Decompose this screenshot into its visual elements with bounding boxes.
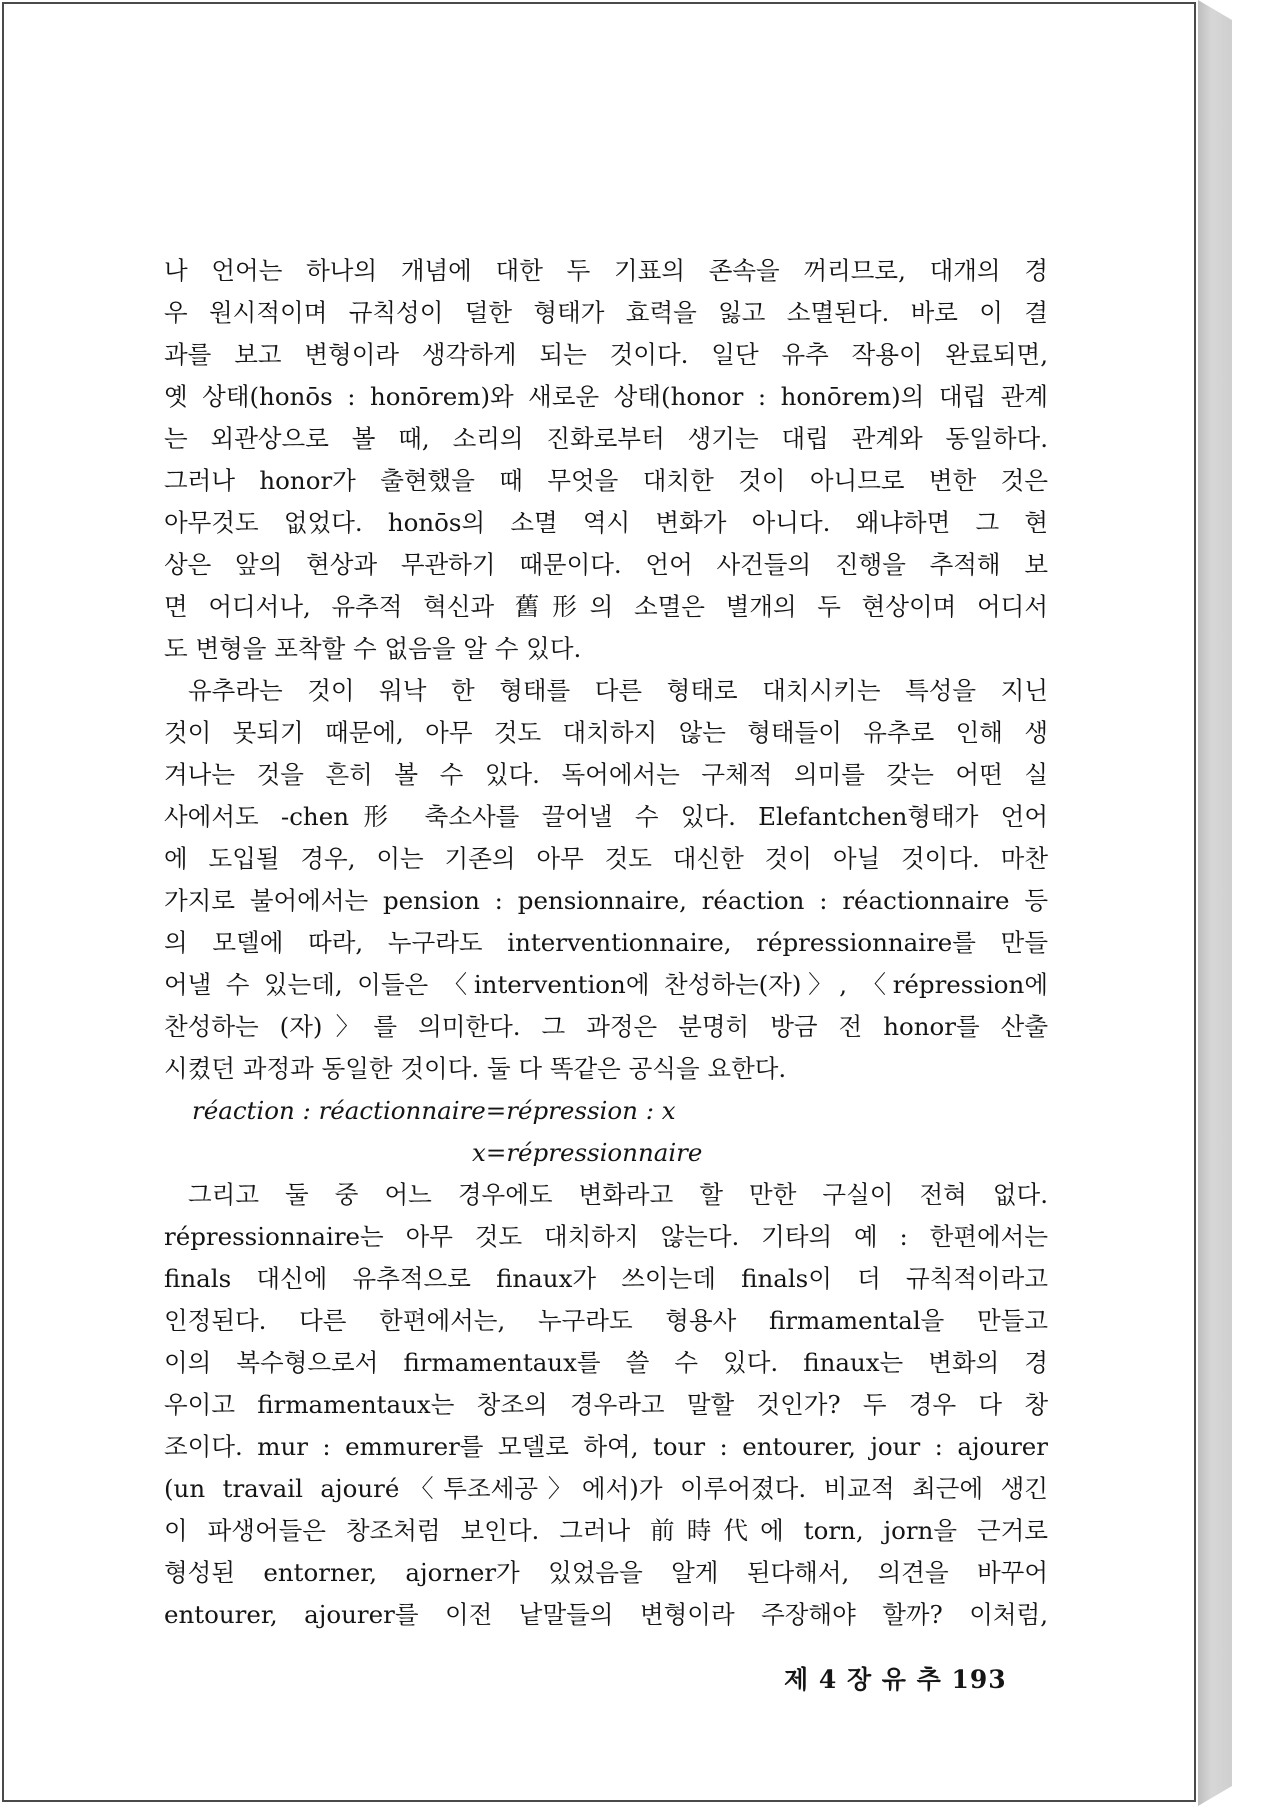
text-line: 우이고 firmamentaux는 창조의 경우라고 말할 것인가? 두 경우 다 창 <box>164 1390 1048 1419</box>
text-line: 우 원시적이며 규칙성이 덜한 형태가 효력을 잃고 소멸된다. 바로 이 결 <box>164 298 1048 327</box>
text-line: 이의 복수형으로서 firmamentaux를 쓸 수 있다. finaux는 변화의 경 <box>164 1348 1048 1377</box>
text-line: (un travail ajouré〈투조세공〉에서)가 이루어졌다. 비교적 최근에 생긴 <box>164 1474 1048 1503</box>
text-line: 옛 상태(honōs : honōrem)와 새로운 상태(honor : honōrem)의 대립 관계 <box>164 382 1048 411</box>
text-line: 의 모델에 따라, 누구라도 interventionnaire, répressionnaire를 만들 <box>164 928 1048 957</box>
paragraph-start-line: 유추라는 것이 워낙 한 형태를 다른 형태로 대치시키는 특성을 지닌 <box>188 676 1048 705</box>
text-line: 겨나는 것을 흔히 볼 수 있다. 독어에서는 구체적 의미를 갖는 어떤 실 <box>164 760 1048 789</box>
text-line: 것이 못되기 때문에, 아무 것도 대치하지 않는 형태들이 유추로 인해 생 <box>164 718 1048 747</box>
body-text <box>164 250 1048 1636</box>
text-line: 과를 보고 변형이라 생각하게 되는 것이다. 일단 유추 작용이 완료되면, <box>164 340 1048 369</box>
formula-line-2: x=répressionnaire <box>472 1138 703 1167</box>
text-line: 면 어디서나, 유추적 혁신과 舊形의 소멸은 별개의 두 현상이며 어디서 <box>164 592 1048 621</box>
text-line: 나 언어는 하나의 개념에 대한 두 기표의 존속을 꺼리므로, 대개의 경 <box>164 256 1048 285</box>
text-line: 사에서도 -chen形 축소사를 끌어낼 수 있다. Elefantchen형태가 언어 <box>164 802 1048 831</box>
text-line: finals 대신에 유추적으로 finaux가 쓰이는데 finals이 더 규칙적이라고 <box>164 1264 1048 1293</box>
book-page <box>2 2 1196 1802</box>
text-line: 아무것도 없었다. honōs의 소멸 역시 변화가 아니다. 왜냐하면 그 현 <box>164 508 1048 537</box>
text-line: 인정된다. 다른 한편에서는, 누구라도 형용사 firmamental을 만들고 <box>164 1306 1048 1335</box>
text-line: 도 변형을 포착할 수 없음을 알 수 있다. <box>164 634 582 663</box>
paragraph-start-line: 그리고 둘 중 어느 경우에도 변화라고 할 만한 구실이 전혀 없다. <box>188 1180 1048 1209</box>
text-line: 에 도입될 경우, 이는 기존의 아무 것도 대신한 것이 아닐 것이다. 마찬 <box>164 844 1048 873</box>
text-line: 는 외관상으로 볼 때, 소리의 진화로부터 생기는 대립 관계와 동일하다. <box>164 424 1048 453</box>
text-line: 시켰던 과정과 동일한 것이다. 둘 다 똑같은 공식을 요한다. <box>164 1054 787 1083</box>
text-line: 형성된 entorner, ajorner가 있었음을 알게 된다해서, 의견을 바꾸어 <box>164 1558 1048 1587</box>
text-line: 그러나 honor가 출현했을 때 무엇을 대치한 것이 아니므로 변한 것은 <box>164 466 1048 495</box>
text-line: 어낼 수 있는데, 이들은 〈intervention에 찬성하는(자)〉, 〈répression에 <box>164 970 1048 999</box>
text-line: répressionnaire는 아무 것도 대치하지 않는다. 기타의 예 : 한편에서는 <box>164 1222 1048 1251</box>
text-line: 상은 앞의 현상과 무관하기 때문이다. 언어 사건들의 진행을 추적해 보 <box>164 550 1048 579</box>
text-line: 가지로 불어에서는 pension : pensionnaire, réaction : réactionnaire 등 <box>164 886 1048 915</box>
text-line: 이 파생어들은 창조처럼 보인다. 그러나 前時代에 torn, jorn을 근거로 <box>164 1516 1048 1545</box>
text-line: 조이다. mur : emmurer를 모델로 하여, tour : entourer, jour : ajourer <box>164 1432 1048 1461</box>
page-edge <box>1198 0 1232 1806</box>
text-line: entourer, ajourer를 이전 낱말들의 변형이라 주장해야 할까? 이처럼, <box>164 1600 1048 1629</box>
page-footer: 제 4 장 유 추 193 <box>784 1665 1007 1694</box>
text-line: 찬성하는 (자)〉를 의미한다. 그 과정은 분명히 방금 전 honor를 산출 <box>164 1012 1048 1041</box>
formula-line-1: réaction : réactionnaire=répression : x <box>192 1096 676 1125</box>
